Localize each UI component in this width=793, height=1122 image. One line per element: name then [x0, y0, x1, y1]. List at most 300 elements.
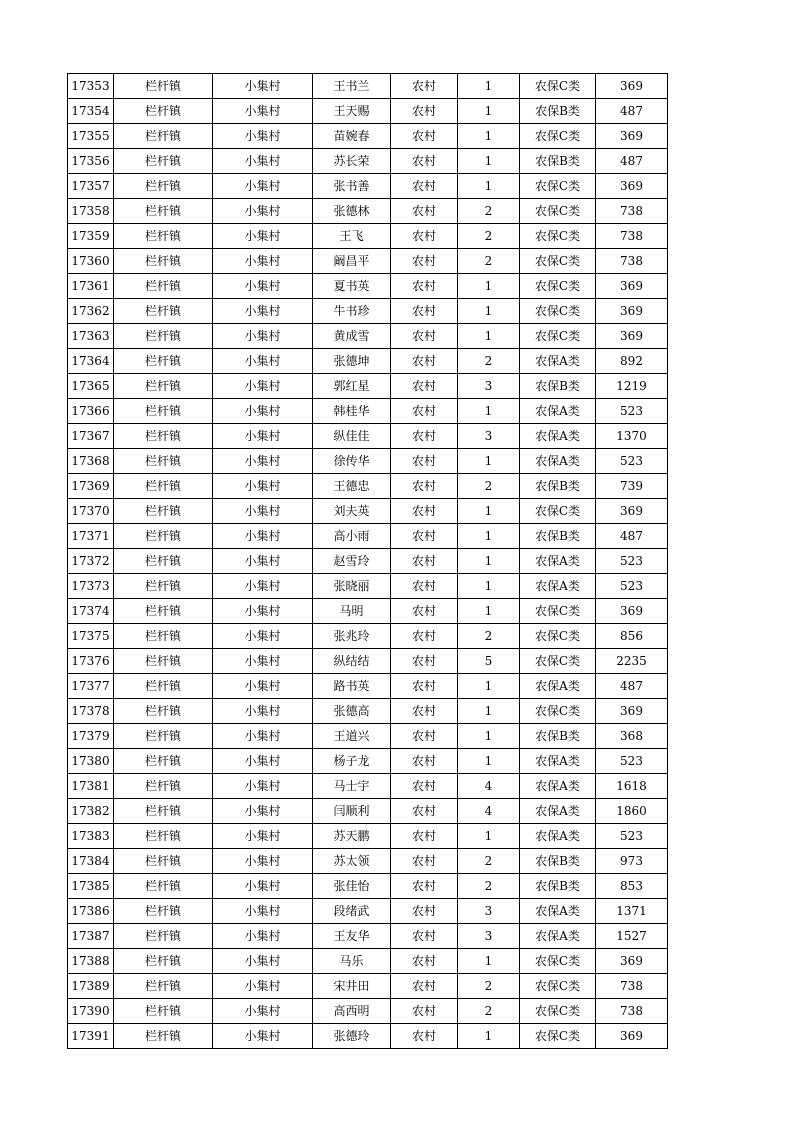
cell-id: 17364	[68, 349, 114, 374]
cell-name: 赵雪玲	[313, 549, 391, 574]
cell-name: 徐传华	[313, 449, 391, 474]
cell-town: 栏杆镇	[114, 349, 213, 374]
cell-village: 小集村	[213, 999, 313, 1024]
cell-type: 农村	[391, 599, 458, 624]
cell-count: 2	[458, 349, 520, 374]
cell-town: 栏杆镇	[114, 99, 213, 124]
cell-name: 纵结结	[313, 649, 391, 674]
cell-name: 闫顺利	[313, 799, 391, 824]
cell-town: 栏杆镇	[114, 324, 213, 349]
cell-village: 小集村	[213, 124, 313, 149]
table-row	[68, 249, 668, 274]
cell-type: 农村	[391, 274, 458, 299]
table-row	[68, 949, 668, 974]
cell-town: 栏杆镇	[114, 999, 213, 1024]
cell-amount: 369	[596, 174, 668, 199]
cell-count: 5	[458, 649, 520, 674]
cell-id: 17376	[68, 649, 114, 674]
cell-village: 小集村	[213, 824, 313, 849]
cell-count: 4	[458, 799, 520, 824]
cell-amount: 1370	[596, 424, 668, 449]
cell-count: 3	[458, 899, 520, 924]
cell-name: 张书善	[313, 174, 391, 199]
cell-category: 农保B类	[520, 524, 596, 549]
cell-village: 小集村	[213, 74, 313, 99]
cell-type: 农村	[391, 299, 458, 324]
table-row	[68, 299, 668, 324]
cell-category: 农保A类	[520, 899, 596, 924]
cell-category: 农保A类	[520, 749, 596, 774]
cell-village: 小集村	[213, 624, 313, 649]
cell-id: 17374	[68, 599, 114, 624]
cell-name: 刘夫英	[313, 499, 391, 524]
cell-village: 小集村	[213, 674, 313, 699]
cell-id: 17356	[68, 149, 114, 174]
cell-count: 1	[458, 599, 520, 624]
cell-village: 小集村	[213, 849, 313, 874]
cell-town: 栏杆镇	[114, 299, 213, 324]
cell-town: 栏杆镇	[114, 924, 213, 949]
cell-type: 农村	[391, 399, 458, 424]
cell-category: 农保C类	[520, 624, 596, 649]
cell-count: 1	[458, 724, 520, 749]
cell-town: 栏杆镇	[114, 249, 213, 274]
cell-id: 17363	[68, 324, 114, 349]
cell-count: 4	[458, 774, 520, 799]
cell-type: 农村	[391, 524, 458, 549]
cell-type: 农村	[391, 249, 458, 274]
cell-type: 农村	[391, 749, 458, 774]
cell-category: 农保B类	[520, 149, 596, 174]
cell-town: 栏杆镇	[114, 424, 213, 449]
cell-amount: 523	[596, 749, 668, 774]
cell-town: 栏杆镇	[114, 899, 213, 924]
table-row	[68, 724, 668, 749]
cell-type: 农村	[391, 199, 458, 224]
cell-count: 1	[458, 699, 520, 724]
cell-amount: 369	[596, 699, 668, 724]
cell-amount: 738	[596, 249, 668, 274]
cell-count: 3	[458, 424, 520, 449]
cell-village: 小集村	[213, 349, 313, 374]
cell-category: 农保A类	[520, 799, 596, 824]
cell-count: 1	[458, 449, 520, 474]
cell-category: 农保C类	[520, 174, 596, 199]
cell-name: 王德忠	[313, 474, 391, 499]
cell-category: 农保B类	[520, 849, 596, 874]
cell-amount: 738	[596, 224, 668, 249]
table-row	[68, 674, 668, 699]
cell-town: 栏杆镇	[114, 949, 213, 974]
cell-village: 小集村	[213, 424, 313, 449]
cell-village: 小集村	[213, 599, 313, 624]
cell-village: 小集村	[213, 399, 313, 424]
table-row	[68, 824, 668, 849]
cell-count: 2	[458, 224, 520, 249]
cell-type: 农村	[391, 424, 458, 449]
cell-town: 栏杆镇	[114, 774, 213, 799]
cell-name: 郭红星	[313, 374, 391, 399]
cell-category: 农保C类	[520, 499, 596, 524]
roster-table	[67, 73, 668, 1049]
cell-category: 农保C类	[520, 224, 596, 249]
cell-id: 17383	[68, 824, 114, 849]
table-row	[68, 524, 668, 549]
cell-village: 小集村	[213, 324, 313, 349]
cell-id: 17365	[68, 374, 114, 399]
cell-category: 农保C类	[520, 1024, 596, 1049]
cell-name: 张德坤	[313, 349, 391, 374]
cell-type: 农村	[391, 949, 458, 974]
cell-amount: 369	[596, 1024, 668, 1049]
table-row	[68, 74, 668, 99]
cell-town: 栏杆镇	[114, 199, 213, 224]
table-row	[68, 149, 668, 174]
cell-town: 栏杆镇	[114, 699, 213, 724]
table-row	[68, 99, 668, 124]
cell-category: 农保A类	[520, 449, 596, 474]
cell-count: 1	[458, 574, 520, 599]
cell-amount: 369	[596, 949, 668, 974]
cell-type: 农村	[391, 849, 458, 874]
table-row	[68, 799, 668, 824]
table-row	[68, 849, 668, 874]
cell-count: 2	[458, 849, 520, 874]
table-row	[68, 599, 668, 624]
cell-village: 小集村	[213, 799, 313, 824]
cell-type: 农村	[391, 549, 458, 574]
table-row	[68, 399, 668, 424]
cell-category: 农保A类	[520, 774, 596, 799]
cell-amount: 2235	[596, 649, 668, 674]
cell-type: 农村	[391, 974, 458, 999]
cell-town: 栏杆镇	[114, 374, 213, 399]
cell-town: 栏杆镇	[114, 599, 213, 624]
cell-category: 农保A类	[520, 574, 596, 599]
cell-name: 张佳怡	[313, 874, 391, 899]
cell-category: 农保B类	[520, 724, 596, 749]
cell-town: 栏杆镇	[114, 799, 213, 824]
cell-count: 1	[458, 74, 520, 99]
cell-category: 农保A类	[520, 549, 596, 574]
table-row	[68, 274, 668, 299]
cell-town: 栏杆镇	[114, 124, 213, 149]
cell-village: 小集村	[213, 524, 313, 549]
cell-town: 栏杆镇	[114, 399, 213, 424]
cell-village: 小集村	[213, 574, 313, 599]
table-row	[68, 174, 668, 199]
cell-amount: 487	[596, 524, 668, 549]
cell-amount: 523	[596, 449, 668, 474]
cell-id: 17386	[68, 899, 114, 924]
cell-count: 1	[458, 1024, 520, 1049]
table-row	[68, 999, 668, 1024]
cell-town: 栏杆镇	[114, 974, 213, 999]
cell-village: 小集村	[213, 774, 313, 799]
cell-count: 3	[458, 374, 520, 399]
cell-category: 农保C类	[520, 124, 596, 149]
cell-type: 农村	[391, 224, 458, 249]
table-row	[68, 874, 668, 899]
table-row	[68, 924, 668, 949]
cell-id: 17361	[68, 274, 114, 299]
cell-count: 1	[458, 749, 520, 774]
cell-count: 2	[458, 974, 520, 999]
cell-type: 农村	[391, 724, 458, 749]
cell-name: 路书英	[313, 674, 391, 699]
cell-type: 农村	[391, 499, 458, 524]
cell-type: 农村	[391, 349, 458, 374]
cell-type: 农村	[391, 899, 458, 924]
cell-type: 农村	[391, 324, 458, 349]
cell-village: 小集村	[213, 749, 313, 774]
cell-town: 栏杆镇	[114, 724, 213, 749]
cell-town: 栏杆镇	[114, 524, 213, 549]
cell-id: 17372	[68, 549, 114, 574]
cell-village: 小集村	[213, 924, 313, 949]
cell-village: 小集村	[213, 174, 313, 199]
cell-village: 小集村	[213, 974, 313, 999]
cell-category: 农保A类	[520, 349, 596, 374]
table-row	[68, 1024, 668, 1049]
table-row	[68, 224, 668, 249]
cell-amount: 369	[596, 74, 668, 99]
cell-type: 农村	[391, 649, 458, 674]
cell-id: 17375	[68, 624, 114, 649]
cell-id: 17366	[68, 399, 114, 424]
table-row	[68, 699, 668, 724]
cell-category: 农保C类	[520, 74, 596, 99]
cell-category: 农保B类	[520, 99, 596, 124]
cell-village: 小集村	[213, 299, 313, 324]
cell-village: 小集村	[213, 449, 313, 474]
cell-amount: 487	[596, 674, 668, 699]
cell-count: 1	[458, 124, 520, 149]
cell-name: 纵佳佳	[313, 424, 391, 449]
cell-category: 农保C类	[520, 999, 596, 1024]
cell-category: 农保C类	[520, 299, 596, 324]
cell-amount: 856	[596, 624, 668, 649]
cell-name: 张晓丽	[313, 574, 391, 599]
table-row	[68, 449, 668, 474]
cell-id: 17390	[68, 999, 114, 1024]
cell-type: 农村	[391, 74, 458, 99]
cell-count: 2	[458, 249, 520, 274]
cell-name: 段绪武	[313, 899, 391, 924]
cell-type: 农村	[391, 99, 458, 124]
cell-town: 栏杆镇	[114, 74, 213, 99]
cell-amount: 523	[596, 824, 668, 849]
cell-category: 农保A类	[520, 399, 596, 424]
cell-id: 17360	[68, 249, 114, 274]
cell-type: 农村	[391, 699, 458, 724]
table-row	[68, 974, 668, 999]
cell-category: 农保A类	[520, 674, 596, 699]
cell-id: 17380	[68, 749, 114, 774]
cell-town: 栏杆镇	[114, 274, 213, 299]
cell-village: 小集村	[213, 474, 313, 499]
cell-town: 栏杆镇	[114, 824, 213, 849]
cell-town: 栏杆镇	[114, 174, 213, 199]
cell-category: 农保C类	[520, 324, 596, 349]
cell-type: 农村	[391, 149, 458, 174]
cell-village: 小集村	[213, 899, 313, 924]
cell-name: 苏天鹏	[313, 824, 391, 849]
table-row	[68, 624, 668, 649]
cell-category: 农保B类	[520, 374, 596, 399]
cell-id: 17387	[68, 924, 114, 949]
cell-name: 苏长荣	[313, 149, 391, 174]
cell-count: 1	[458, 99, 520, 124]
cell-id: 17379	[68, 724, 114, 749]
cell-village: 小集村	[213, 499, 313, 524]
cell-id: 17381	[68, 774, 114, 799]
cell-id: 17355	[68, 124, 114, 149]
cell-type: 农村	[391, 799, 458, 824]
cell-count: 3	[458, 924, 520, 949]
cell-count: 1	[458, 674, 520, 699]
cell-name: 张兆玲	[313, 624, 391, 649]
cell-count: 2	[458, 874, 520, 899]
cell-category: 农保A类	[520, 424, 596, 449]
cell-category: 农保C类	[520, 699, 596, 724]
cell-town: 栏杆镇	[114, 224, 213, 249]
cell-town: 栏杆镇	[114, 549, 213, 574]
cell-name: 马士宇	[313, 774, 391, 799]
cell-amount: 1219	[596, 374, 668, 399]
cell-amount: 1371	[596, 899, 668, 924]
cell-name: 张德林	[313, 199, 391, 224]
cell-town: 栏杆镇	[114, 849, 213, 874]
cell-town: 栏杆镇	[114, 449, 213, 474]
cell-village: 小集村	[213, 199, 313, 224]
cell-count: 1	[458, 399, 520, 424]
table-row	[68, 549, 668, 574]
cell-id: 17359	[68, 224, 114, 249]
cell-village: 小集村	[213, 949, 313, 974]
cell-name: 高西明	[313, 999, 391, 1024]
cell-village: 小集村	[213, 249, 313, 274]
cell-amount: 523	[596, 399, 668, 424]
cell-town: 栏杆镇	[114, 674, 213, 699]
cell-name: 韩桂华	[313, 399, 391, 424]
cell-category: 农保C类	[520, 649, 596, 674]
cell-type: 农村	[391, 774, 458, 799]
cell-id: 17391	[68, 1024, 114, 1049]
cell-id: 17358	[68, 199, 114, 224]
cell-name: 王书兰	[313, 74, 391, 99]
cell-amount: 973	[596, 849, 668, 874]
cell-id: 17382	[68, 799, 114, 824]
cell-amount: 369	[596, 274, 668, 299]
table-row	[68, 324, 668, 349]
table-row	[68, 349, 668, 374]
cell-category: 农保B类	[520, 874, 596, 899]
cell-amount: 369	[596, 124, 668, 149]
cell-town: 栏杆镇	[114, 1024, 213, 1049]
cell-id: 17357	[68, 174, 114, 199]
cell-category: 农保A类	[520, 924, 596, 949]
cell-count: 2	[458, 999, 520, 1024]
cell-amount: 369	[596, 324, 668, 349]
cell-id: 17362	[68, 299, 114, 324]
cell-category: 农保C类	[520, 199, 596, 224]
cell-amount: 369	[596, 599, 668, 624]
cell-name: 牛书珍	[313, 299, 391, 324]
cell-village: 小集村	[213, 874, 313, 899]
cell-village: 小集村	[213, 1024, 313, 1049]
cell-amount: 1618	[596, 774, 668, 799]
cell-amount: 853	[596, 874, 668, 899]
cell-id: 17378	[68, 699, 114, 724]
cell-type: 农村	[391, 174, 458, 199]
cell-village: 小集村	[213, 274, 313, 299]
cell-count: 1	[458, 499, 520, 524]
cell-amount: 1860	[596, 799, 668, 824]
table-row	[68, 499, 668, 524]
cell-name: 马明	[313, 599, 391, 624]
table-row	[68, 124, 668, 149]
roster-body	[68, 74, 668, 1049]
cell-village: 小集村	[213, 149, 313, 174]
cell-name: 宋井田	[313, 974, 391, 999]
cell-id: 17385	[68, 874, 114, 899]
cell-name: 阚昌平	[313, 249, 391, 274]
cell-amount: 369	[596, 299, 668, 324]
table-row	[68, 424, 668, 449]
table-row	[68, 574, 668, 599]
cell-id: 17384	[68, 849, 114, 874]
cell-town: 栏杆镇	[114, 149, 213, 174]
cell-id: 17371	[68, 524, 114, 549]
cell-village: 小集村	[213, 374, 313, 399]
cell-name: 张德玲	[313, 1024, 391, 1049]
table-row	[68, 474, 668, 499]
cell-type: 农村	[391, 674, 458, 699]
cell-id: 17368	[68, 449, 114, 474]
cell-amount: 739	[596, 474, 668, 499]
cell-village: 小集村	[213, 724, 313, 749]
cell-count: 1	[458, 274, 520, 299]
cell-amount: 738	[596, 974, 668, 999]
cell-name: 王天赐	[313, 99, 391, 124]
cell-name: 王飞	[313, 224, 391, 249]
cell-amount: 368	[596, 724, 668, 749]
cell-count: 1	[458, 549, 520, 574]
cell-town: 栏杆镇	[114, 749, 213, 774]
cell-count: 1	[458, 524, 520, 549]
table-row	[68, 774, 668, 799]
cell-type: 农村	[391, 874, 458, 899]
cell-count: 1	[458, 174, 520, 199]
cell-name: 高小雨	[313, 524, 391, 549]
cell-amount: 738	[596, 999, 668, 1024]
table-row	[68, 899, 668, 924]
cell-count: 1	[458, 949, 520, 974]
cell-type: 农村	[391, 999, 458, 1024]
cell-amount: 523	[596, 574, 668, 599]
cell-count: 1	[458, 324, 520, 349]
cell-type: 农村	[391, 574, 458, 599]
cell-id: 17388	[68, 949, 114, 974]
cell-category: 农保C类	[520, 249, 596, 274]
cell-count: 1	[458, 299, 520, 324]
cell-type: 农村	[391, 924, 458, 949]
cell-town: 栏杆镇	[114, 874, 213, 899]
cell-name: 杨子龙	[313, 749, 391, 774]
cell-name: 王道兴	[313, 724, 391, 749]
table-row	[68, 649, 668, 674]
